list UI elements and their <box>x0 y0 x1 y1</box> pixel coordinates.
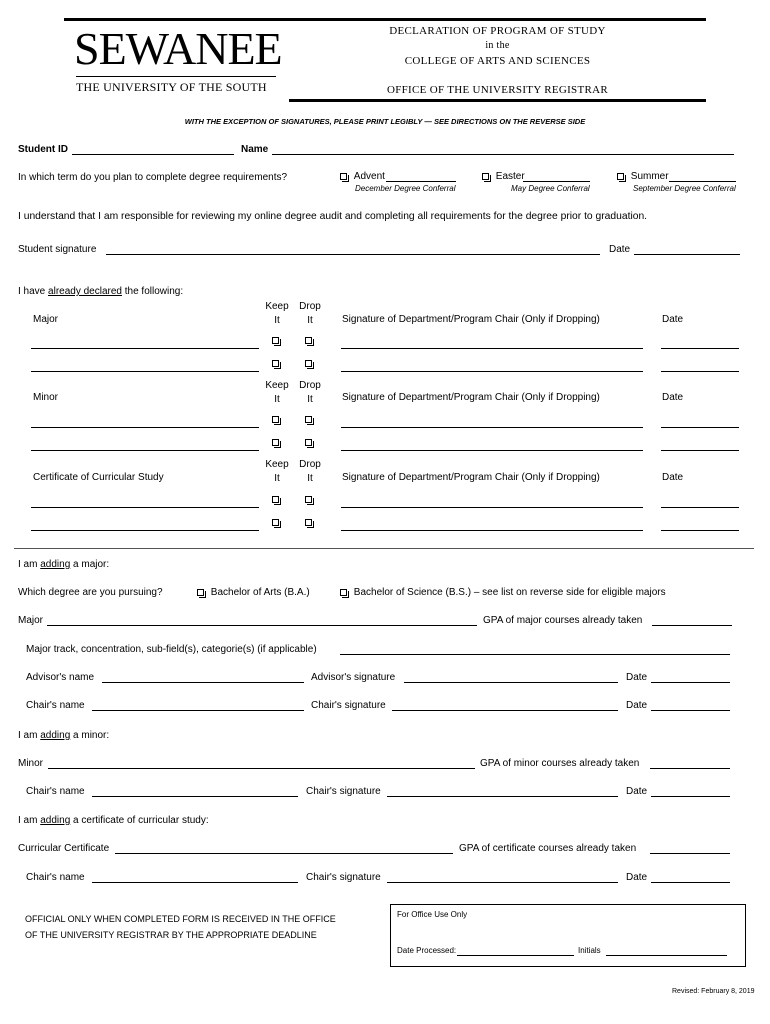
advisor-name-label: Advisor's name <box>26 672 95 683</box>
form-office: OFFICE OF THE UNIVERSITY REGISTRAR <box>386 84 609 96</box>
already-declared-suffix: the following: <box>121 286 184 297</box>
drop-header-line1: Drop <box>299 301 321 312</box>
date-field[interactable] <box>661 530 739 531</box>
major-chair-name-label: Chair's name <box>26 700 85 711</box>
adding-certificate-heading <box>18 815 209 826</box>
degree-question: Which degree are you pursuing? <box>18 587 163 598</box>
adding-minor-emphasis: adding <box>40 730 71 741</box>
initials-label: Initials <box>578 946 601 955</box>
declared-minor-field-2[interactable] <box>31 450 259 451</box>
summer-label: Summer <box>630 171 669 182</box>
drop-header <box>295 458 325 486</box>
name-field[interactable] <box>272 154 734 155</box>
chair-signature-header: Signature of Department/Program Chair (Only if Dropping) <box>342 314 600 325</box>
keep-checkbox[interactable] <box>272 496 279 503</box>
student-signature-field[interactable] <box>106 254 600 255</box>
header-top-rule <box>64 18 706 21</box>
keep-header <box>262 379 292 407</box>
drop-checkbox[interactable] <box>305 337 312 344</box>
adding-major-heading <box>18 559 109 570</box>
adding-minor-prefix: I am <box>18 730 41 741</box>
add-minor-label: Minor <box>18 758 44 769</box>
major-chair-signature-label: Chair's signature <box>311 700 386 711</box>
add-certificate-label: Curricular Certificate <box>18 843 110 854</box>
keep-checkbox[interactable] <box>272 519 279 526</box>
drop-header-line2: It <box>307 394 313 405</box>
certificate-chair-date-field[interactable] <box>651 882 730 883</box>
declared-minor-field-1[interactable] <box>31 427 259 428</box>
easter-checkbox[interactable] <box>482 173 489 180</box>
adding-certificate-emphasis: adding <box>40 815 71 826</box>
date-header: Date <box>662 472 684 483</box>
certificate-gpa-label: GPA of certificate courses already taken <box>459 843 637 854</box>
date-field[interactable] <box>661 507 739 508</box>
declared-certificate-field-1[interactable] <box>31 507 259 508</box>
major-gpa-field[interactable] <box>652 625 732 626</box>
adding-certificate-prefix: I am <box>18 815 41 826</box>
advent-checkbox[interactable] <box>340 173 347 180</box>
section-divider <box>14 548 754 549</box>
adding-major-suffix: a major: <box>70 559 110 570</box>
student-id-field[interactable] <box>72 154 234 155</box>
major-chair-date-field[interactable] <box>651 710 730 711</box>
keep-header-line1: Keep <box>265 459 289 470</box>
chair-signature-field[interactable] <box>341 427 643 428</box>
keep-header <box>262 300 292 328</box>
keep-header-line1: Keep <box>265 301 289 312</box>
form-title-in-the: in the <box>485 40 510 51</box>
initials-field[interactable] <box>606 955 727 956</box>
chair-signature-field[interactable] <box>341 348 643 349</box>
add-major-field[interactable] <box>47 625 477 626</box>
advent-label: Advent <box>353 171 385 182</box>
advisor-date-label: Date <box>626 672 648 683</box>
term-easter-option[interactable] <box>482 171 525 182</box>
certificate-gpa-field[interactable] <box>650 853 730 854</box>
keep-checkbox[interactable] <box>272 337 279 344</box>
minor-chair-date-label: Date <box>626 786 648 797</box>
date-field[interactable] <box>661 348 739 349</box>
adding-major-prefix: I am <box>18 559 41 570</box>
adding-minor-heading <box>18 730 109 741</box>
logo-underline <box>76 76 276 77</box>
minor-gpa-field[interactable] <box>650 768 730 769</box>
ba-checkbox[interactable] <box>197 589 204 596</box>
add-major-label: Major <box>18 615 44 626</box>
student-signature-label: Student signature <box>18 244 97 255</box>
revised-date: Revised: February 8, 2019 <box>672 988 755 995</box>
keep-checkbox[interactable] <box>272 439 279 446</box>
drop-checkbox[interactable] <box>305 439 312 446</box>
date-header: Date <box>662 392 684 403</box>
keep-header-line2: It <box>274 315 280 326</box>
keep-checkbox[interactable] <box>272 360 279 367</box>
keep-header-line2: It <box>274 473 280 484</box>
summer-checkbox[interactable] <box>617 173 624 180</box>
official-notice-line1: OFFICIAL ONLY WHEN COMPLETED FORM IS RECEIVED IN THE OFFICE <box>25 914 336 924</box>
add-minor-field[interactable] <box>48 768 475 769</box>
declared-major-field-1[interactable] <box>31 348 259 349</box>
major-gpa-label: GPA of major courses already taken <box>483 615 643 626</box>
term-summer-option[interactable] <box>617 171 669 182</box>
major-chair-name-field[interactable] <box>92 710 304 711</box>
easter-note: May Degree Conferral <box>511 184 590 193</box>
summer-field[interactable] <box>669 181 736 182</box>
minor-gpa-label: GPA of minor courses already taken <box>480 758 640 769</box>
bs-checkbox[interactable] <box>340 589 347 596</box>
chair-signature-field[interactable] <box>341 371 643 372</box>
adding-certificate-suffix: a certificate of curricular study: <box>70 815 209 826</box>
ba-option[interactable] <box>197 587 310 598</box>
minor-chair-signature-label: Chair's signature <box>306 786 381 797</box>
name-label: Name <box>241 144 269 155</box>
form-title: DECLARATION OF PROGRAM OF STUDY <box>389 25 606 37</box>
term-question: In which term do you plan to complete degree requirements? <box>18 172 288 183</box>
adding-minor-suffix: a minor: <box>70 730 110 741</box>
already-declared-emphasis: already declared <box>48 286 122 297</box>
chair-signature-header: Signature of Department/Program Chair (Only if Dropping) <box>342 472 600 483</box>
major-track-label: Major track, concentration, sub-field(s), categorie(s) (if applicable) <box>26 644 317 655</box>
advent-field[interactable] <box>386 181 456 182</box>
minor-chair-name-field[interactable] <box>92 796 298 797</box>
drop-header <box>295 379 325 407</box>
logo-subtitle: THE UNIVERSITY OF THE SOUTH <box>76 80 267 94</box>
advisor-signature-field[interactable] <box>404 682 618 683</box>
declared-major-field-2[interactable] <box>31 371 259 372</box>
drop-header <box>295 300 325 328</box>
drop-header-line1: Drop <box>299 459 321 470</box>
date-processed-label: Date Processed: <box>397 946 457 955</box>
chair-signature-field[interactable] <box>341 530 643 531</box>
already-declared-prefix: I have <box>18 286 49 297</box>
keep-header-line1: Keep <box>265 380 289 391</box>
date-field[interactable] <box>661 427 739 428</box>
add-certificate-field[interactable] <box>115 853 453 854</box>
summer-note: September Degree Conferral <box>633 184 736 193</box>
office-use-label: For Office Use Only <box>397 910 468 919</box>
official-notice-line2: OF THE UNIVERSITY REGISTRAR BY THE APPROPRIATE DEADLINE <box>25 930 317 940</box>
drop-checkbox[interactable] <box>305 360 312 367</box>
minor-chair-signature-field[interactable] <box>387 796 618 797</box>
date-field[interactable] <box>661 371 739 372</box>
term-advent-option[interactable] <box>340 171 385 182</box>
bs-label: Bachelor of Science (B.S.) – see list on reverse side for eligible majors <box>353 587 666 598</box>
bs-option[interactable] <box>340 587 666 598</box>
minor-chair-date-field[interactable] <box>651 796 730 797</box>
adding-major-emphasis: adding <box>40 559 71 570</box>
declared-certificate-label: Certificate of Curricular Study <box>33 472 164 483</box>
advisor-name-field[interactable] <box>102 682 304 683</box>
logo-name: SEWANEE <box>74 23 282 74</box>
minor-chair-name-label: Chair's name <box>26 786 85 797</box>
student-id-label: Student ID <box>18 144 68 155</box>
drop-header-line2: It <box>307 473 313 484</box>
understand-statement: I understand that I am responsible for reviewing my online degree audit and completing all requirements for the degree prior to graduation. <box>18 211 648 222</box>
student-date-label: Date <box>609 244 631 255</box>
student-date-field[interactable] <box>634 254 740 255</box>
certificate-chair-signature-field[interactable] <box>387 882 618 883</box>
advisor-signature-label: Advisor's signature <box>311 672 396 683</box>
date-processed-field[interactable] <box>457 955 574 956</box>
drop-checkbox[interactable] <box>305 496 312 503</box>
keep-header <box>262 458 292 486</box>
declared-minor-label: Minor <box>33 392 59 403</box>
chair-signature-field[interactable] <box>341 507 643 508</box>
already-declared-heading <box>18 286 183 297</box>
print-instruction: WITH THE EXCEPTION OF SIGNATURES, PLEASE PRINT LEGIBLY — SEE DIRECTIONS ON THE REVERSE SIDE <box>184 117 586 126</box>
keep-header-line2: It <box>274 394 280 405</box>
drop-header-line2: It <box>307 315 313 326</box>
advisor-date-field[interactable] <box>651 682 730 683</box>
declared-major-label: Major <box>33 314 59 325</box>
certificate-chair-date-label: Date <box>626 872 648 883</box>
ba-label: Bachelor of Arts (B.A.) <box>210 587 310 598</box>
advent-note: December Degree Conferral <box>355 184 456 193</box>
chair-signature-header: Signature of Department/Program Chair (Only if Dropping) <box>342 392 600 403</box>
chair-signature-field[interactable] <box>341 450 643 451</box>
drop-header-line1: Drop <box>299 380 321 391</box>
date-header: Date <box>662 314 684 325</box>
header-bottom-rule <box>289 99 706 102</box>
form-college: COLLEGE OF ARTS AND SCIENCES <box>404 55 591 67</box>
easter-label: Easter <box>495 171 525 182</box>
official-notice <box>25 911 336 943</box>
sewanee-logo <box>74 23 282 74</box>
easter-field[interactable] <box>523 181 590 182</box>
keep-checkbox[interactable] <box>272 416 279 423</box>
major-track-field[interactable] <box>340 654 730 655</box>
major-chair-date-label: Date <box>626 700 648 711</box>
certificate-chair-name-label: Chair's name <box>26 872 85 883</box>
certificate-chair-name-field[interactable] <box>92 882 298 883</box>
major-chair-signature-field[interactable] <box>392 710 618 711</box>
certificate-chair-signature-label: Chair's signature <box>306 872 381 883</box>
drop-checkbox[interactable] <box>305 519 312 526</box>
drop-checkbox[interactable] <box>305 416 312 423</box>
declared-certificate-field-2[interactable] <box>31 530 259 531</box>
date-field[interactable] <box>661 450 739 451</box>
